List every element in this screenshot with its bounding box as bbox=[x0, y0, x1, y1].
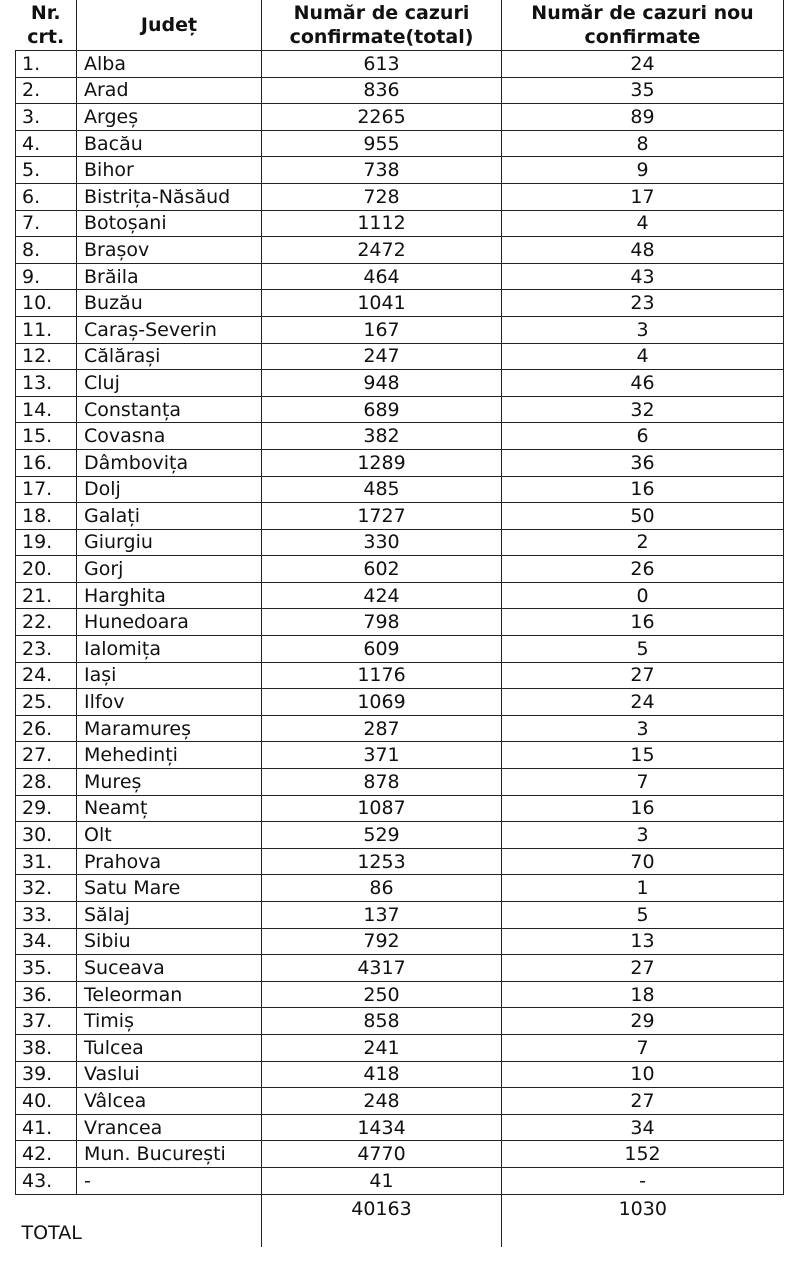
table-header-row bbox=[16, 0, 784, 51]
row-new-cases: 15 bbox=[502, 742, 784, 769]
row-new-cases: 48 bbox=[502, 237, 784, 264]
row-number: 19. bbox=[16, 529, 77, 556]
row-total-cases: 1069 bbox=[262, 689, 502, 716]
row-county: Mureș bbox=[77, 769, 262, 796]
row-county: Ialomița bbox=[77, 636, 262, 663]
table-row bbox=[16, 130, 784, 157]
row-new-cases: 8 bbox=[502, 130, 784, 157]
row-total-cases: 728 bbox=[262, 183, 502, 210]
table-row bbox=[16, 423, 784, 450]
table-row bbox=[16, 237, 784, 264]
header-nr-crt: Nr. crt. bbox=[16, 0, 77, 51]
covid-cases-table bbox=[15, 0, 784, 1247]
row-county: Mehedinți bbox=[77, 742, 262, 769]
row-new-cases: 17 bbox=[502, 183, 784, 210]
row-number: 23. bbox=[16, 636, 77, 663]
row-number: 30. bbox=[16, 822, 77, 849]
row-number: 24. bbox=[16, 662, 77, 689]
row-new-cases: 70 bbox=[502, 848, 784, 875]
row-number: 38. bbox=[16, 1034, 77, 1061]
table-row bbox=[16, 1114, 784, 1141]
row-county: Caraș-Severin bbox=[77, 316, 262, 343]
row-county: Bihor bbox=[77, 157, 262, 184]
row-total-cases: 1176 bbox=[262, 662, 502, 689]
table-row bbox=[16, 503, 784, 530]
row-total-cases: 287 bbox=[262, 715, 502, 742]
row-county: Satu Mare bbox=[77, 875, 262, 902]
row-number: 5. bbox=[16, 157, 77, 184]
row-number: 42. bbox=[16, 1141, 77, 1168]
row-number: 10. bbox=[16, 290, 77, 317]
row-total-cases: 485 bbox=[262, 476, 502, 503]
row-new-cases: 27 bbox=[502, 955, 784, 982]
row-new-cases: 36 bbox=[502, 449, 784, 476]
row-total-cases: 1434 bbox=[262, 1114, 502, 1141]
table-row bbox=[16, 396, 784, 423]
table-row bbox=[16, 955, 784, 982]
row-number: 17. bbox=[16, 476, 77, 503]
table-row bbox=[16, 848, 784, 875]
row-county: Olt bbox=[77, 822, 262, 849]
row-number: 21. bbox=[16, 582, 77, 609]
header-new-cases: Număr de cazuri nou confirmate bbox=[502, 0, 784, 51]
table-row bbox=[16, 104, 784, 131]
row-county: Brăila bbox=[77, 263, 262, 290]
row-total-cases: 689 bbox=[262, 396, 502, 423]
row-new-cases: 3 bbox=[502, 822, 784, 849]
row-new-cases: 16 bbox=[502, 609, 784, 636]
table-row bbox=[16, 449, 784, 476]
row-new-cases: 16 bbox=[502, 476, 784, 503]
row-new-cases: 2 bbox=[502, 529, 784, 556]
row-new-cases: - bbox=[502, 1167, 784, 1194]
row-number: 25. bbox=[16, 689, 77, 716]
table-row bbox=[16, 157, 784, 184]
row-total-cases: 167 bbox=[262, 316, 502, 343]
row-number: 13. bbox=[16, 370, 77, 397]
row-number: 9. bbox=[16, 263, 77, 290]
row-county: Ilfov bbox=[77, 689, 262, 716]
row-number: 7. bbox=[16, 210, 77, 237]
row-new-cases: 9 bbox=[502, 157, 784, 184]
table-row bbox=[16, 1034, 784, 1061]
row-county: Teleorman bbox=[77, 981, 262, 1008]
row-county: Botoșani bbox=[77, 210, 262, 237]
row-new-cases: 0 bbox=[502, 582, 784, 609]
row-new-cases: 16 bbox=[502, 795, 784, 822]
table-row bbox=[16, 343, 784, 370]
row-new-cases: 5 bbox=[502, 902, 784, 929]
row-new-cases: 3 bbox=[502, 316, 784, 343]
row-total-cases: 250 bbox=[262, 981, 502, 1008]
row-county: Gorj bbox=[77, 556, 262, 583]
row-county: Covasna bbox=[77, 423, 262, 450]
row-number: 16. bbox=[16, 449, 77, 476]
row-total-cases: 836 bbox=[262, 77, 502, 104]
total-label: TOTAL bbox=[16, 1194, 262, 1247]
row-county: Galați bbox=[77, 503, 262, 530]
table-row bbox=[16, 556, 784, 583]
table-row bbox=[16, 715, 784, 742]
row-total-cases: 241 bbox=[262, 1034, 502, 1061]
row-county: Brașov bbox=[77, 237, 262, 264]
row-new-cases: 32 bbox=[502, 396, 784, 423]
row-new-cases: 18 bbox=[502, 981, 784, 1008]
row-number: 12. bbox=[16, 343, 77, 370]
row-new-cases: 24 bbox=[502, 689, 784, 716]
table-row bbox=[16, 476, 784, 503]
row-new-cases: 3 bbox=[502, 715, 784, 742]
row-county: Buzău bbox=[77, 290, 262, 317]
row-new-cases: 23 bbox=[502, 290, 784, 317]
table-row bbox=[16, 290, 784, 317]
row-number: 26. bbox=[16, 715, 77, 742]
row-county: Iași bbox=[77, 662, 262, 689]
table-row bbox=[16, 370, 784, 397]
row-total-cases: 464 bbox=[262, 263, 502, 290]
row-total-cases: 1727 bbox=[262, 503, 502, 530]
row-total-cases: 792 bbox=[262, 928, 502, 955]
row-county: Neamț bbox=[77, 795, 262, 822]
total-new-confirmed: 1030 bbox=[502, 1194, 784, 1247]
row-total-cases: 86 bbox=[262, 875, 502, 902]
row-county: Timiș bbox=[77, 1008, 262, 1035]
row-county: Harghita bbox=[77, 582, 262, 609]
table-row bbox=[16, 210, 784, 237]
row-new-cases: 152 bbox=[502, 1141, 784, 1168]
row-total-cases: 2472 bbox=[262, 237, 502, 264]
table-row bbox=[16, 183, 784, 210]
row-total-cases: 382 bbox=[262, 423, 502, 450]
table-row bbox=[16, 529, 784, 556]
row-new-cases: 27 bbox=[502, 1088, 784, 1115]
row-total-cases: 609 bbox=[262, 636, 502, 663]
row-county: Vaslui bbox=[77, 1061, 262, 1088]
row-county: Sibiu bbox=[77, 928, 262, 955]
row-number: 29. bbox=[16, 795, 77, 822]
row-new-cases: 27 bbox=[502, 662, 784, 689]
row-total-cases: 1253 bbox=[262, 848, 502, 875]
row-number: 32. bbox=[16, 875, 77, 902]
row-total-cases: 1041 bbox=[262, 290, 502, 317]
row-county: Hunedoara bbox=[77, 609, 262, 636]
row-number: 33. bbox=[16, 902, 77, 929]
row-number: 37. bbox=[16, 1008, 77, 1035]
table-row bbox=[16, 1061, 784, 1088]
row-total-cases: 424 bbox=[262, 582, 502, 609]
row-number: 8. bbox=[16, 237, 77, 264]
row-county: Dâmbovița bbox=[77, 449, 262, 476]
row-total-cases: 1289 bbox=[262, 449, 502, 476]
row-county: Sălaj bbox=[77, 902, 262, 929]
table-row bbox=[16, 1088, 784, 1115]
table-row bbox=[16, 822, 784, 849]
row-total-cases: 2265 bbox=[262, 104, 502, 131]
row-number: 41. bbox=[16, 1114, 77, 1141]
row-total-cases: 738 bbox=[262, 157, 502, 184]
table-row bbox=[16, 1167, 784, 1194]
row-new-cases: 13 bbox=[502, 928, 784, 955]
table-row bbox=[16, 582, 784, 609]
row-total-cases: 1112 bbox=[262, 210, 502, 237]
row-number: 34. bbox=[16, 928, 77, 955]
row-total-cases: 948 bbox=[262, 370, 502, 397]
row-number: 14. bbox=[16, 396, 77, 423]
row-total-cases: 330 bbox=[262, 529, 502, 556]
row-number: 39. bbox=[16, 1061, 77, 1088]
table-row bbox=[16, 928, 784, 955]
row-total-cases: 41 bbox=[262, 1167, 502, 1194]
row-new-cases: 6 bbox=[502, 423, 784, 450]
row-number: 4. bbox=[16, 130, 77, 157]
header-judet: Județ bbox=[77, 0, 262, 51]
row-county: Dolj bbox=[77, 476, 262, 503]
row-number: 22. bbox=[16, 609, 77, 636]
row-total-cases: 418 bbox=[262, 1061, 502, 1088]
row-county: Mun. București bbox=[77, 1141, 262, 1168]
row-total-cases: 248 bbox=[262, 1088, 502, 1115]
row-county: Giurgiu bbox=[77, 529, 262, 556]
row-county: Bistrița-Năsăud bbox=[77, 183, 262, 210]
total-row bbox=[16, 1194, 784, 1247]
row-number: 6. bbox=[16, 183, 77, 210]
row-county: Suceava bbox=[77, 955, 262, 982]
row-new-cases: 1 bbox=[502, 875, 784, 902]
row-number: 3. bbox=[16, 104, 77, 131]
row-new-cases: 43 bbox=[502, 263, 784, 290]
row-number: 11. bbox=[16, 316, 77, 343]
row-county: Vâlcea bbox=[77, 1088, 262, 1115]
table-row bbox=[16, 1008, 784, 1035]
row-total-cases: 858 bbox=[262, 1008, 502, 1035]
row-total-cases: 798 bbox=[262, 609, 502, 636]
row-total-cases: 878 bbox=[262, 769, 502, 796]
table-row bbox=[16, 636, 784, 663]
row-number: 40. bbox=[16, 1088, 77, 1115]
row-new-cases: 35 bbox=[502, 77, 784, 104]
table-row bbox=[16, 689, 784, 716]
table-row bbox=[16, 742, 784, 769]
header-total-cases: Număr de cazuri confirmate(total) bbox=[262, 0, 502, 51]
table-row bbox=[16, 263, 784, 290]
table-row bbox=[16, 902, 784, 929]
row-total-cases: 371 bbox=[262, 742, 502, 769]
row-new-cases: 89 bbox=[502, 104, 784, 131]
row-county: Călărași bbox=[77, 343, 262, 370]
row-total-cases: 602 bbox=[262, 556, 502, 583]
table-row bbox=[16, 769, 784, 796]
table-row bbox=[16, 316, 784, 343]
row-county: Constanța bbox=[77, 396, 262, 423]
table-row bbox=[16, 662, 784, 689]
row-county: Tulcea bbox=[77, 1034, 262, 1061]
row-county: Argeș bbox=[77, 104, 262, 131]
row-total-cases: 1087 bbox=[262, 795, 502, 822]
row-number: 35. bbox=[16, 955, 77, 982]
row-number: 36. bbox=[16, 981, 77, 1008]
row-number: 43. bbox=[16, 1167, 77, 1194]
row-new-cases: 5 bbox=[502, 636, 784, 663]
row-total-cases: 955 bbox=[262, 130, 502, 157]
row-county: Alba bbox=[77, 51, 262, 78]
row-county: Cluj bbox=[77, 370, 262, 397]
row-new-cases: 50 bbox=[502, 503, 784, 530]
table-row bbox=[16, 77, 784, 104]
table-row bbox=[16, 795, 784, 822]
row-county: - bbox=[77, 1167, 262, 1194]
row-new-cases: 10 bbox=[502, 1061, 784, 1088]
row-total-cases: 247 bbox=[262, 343, 502, 370]
row-new-cases: 7 bbox=[502, 769, 784, 796]
row-number: 1. bbox=[16, 51, 77, 78]
row-number: 28. bbox=[16, 769, 77, 796]
row-new-cases: 26 bbox=[502, 556, 784, 583]
total-confirmed: 40163 bbox=[262, 1194, 502, 1247]
row-new-cases: 24 bbox=[502, 51, 784, 78]
table-body bbox=[16, 51, 784, 1195]
row-total-cases: 4317 bbox=[262, 955, 502, 982]
row-number: 27. bbox=[16, 742, 77, 769]
table-row bbox=[16, 51, 784, 78]
row-number: 20. bbox=[16, 556, 77, 583]
row-total-cases: 529 bbox=[262, 822, 502, 849]
row-county: Prahova bbox=[77, 848, 262, 875]
row-total-cases: 4770 bbox=[262, 1141, 502, 1168]
row-number: 31. bbox=[16, 848, 77, 875]
table-row bbox=[16, 981, 784, 1008]
row-new-cases: 4 bbox=[502, 343, 784, 370]
row-county: Maramureș bbox=[77, 715, 262, 742]
row-number: 2. bbox=[16, 77, 77, 104]
row-number: 15. bbox=[16, 423, 77, 450]
table-row bbox=[16, 875, 784, 902]
table-row bbox=[16, 609, 784, 636]
row-new-cases: 4 bbox=[502, 210, 784, 237]
row-new-cases: 7 bbox=[502, 1034, 784, 1061]
row-total-cases: 137 bbox=[262, 902, 502, 929]
row-total-cases: 613 bbox=[262, 51, 502, 78]
table-row bbox=[16, 1141, 784, 1168]
row-new-cases: 46 bbox=[502, 370, 784, 397]
row-county: Bacău bbox=[77, 130, 262, 157]
row-county: Arad bbox=[77, 77, 262, 104]
row-county: Vrancea bbox=[77, 1114, 262, 1141]
row-number: 18. bbox=[16, 503, 77, 530]
row-new-cases: 29 bbox=[502, 1008, 784, 1035]
row-new-cases: 34 bbox=[502, 1114, 784, 1141]
